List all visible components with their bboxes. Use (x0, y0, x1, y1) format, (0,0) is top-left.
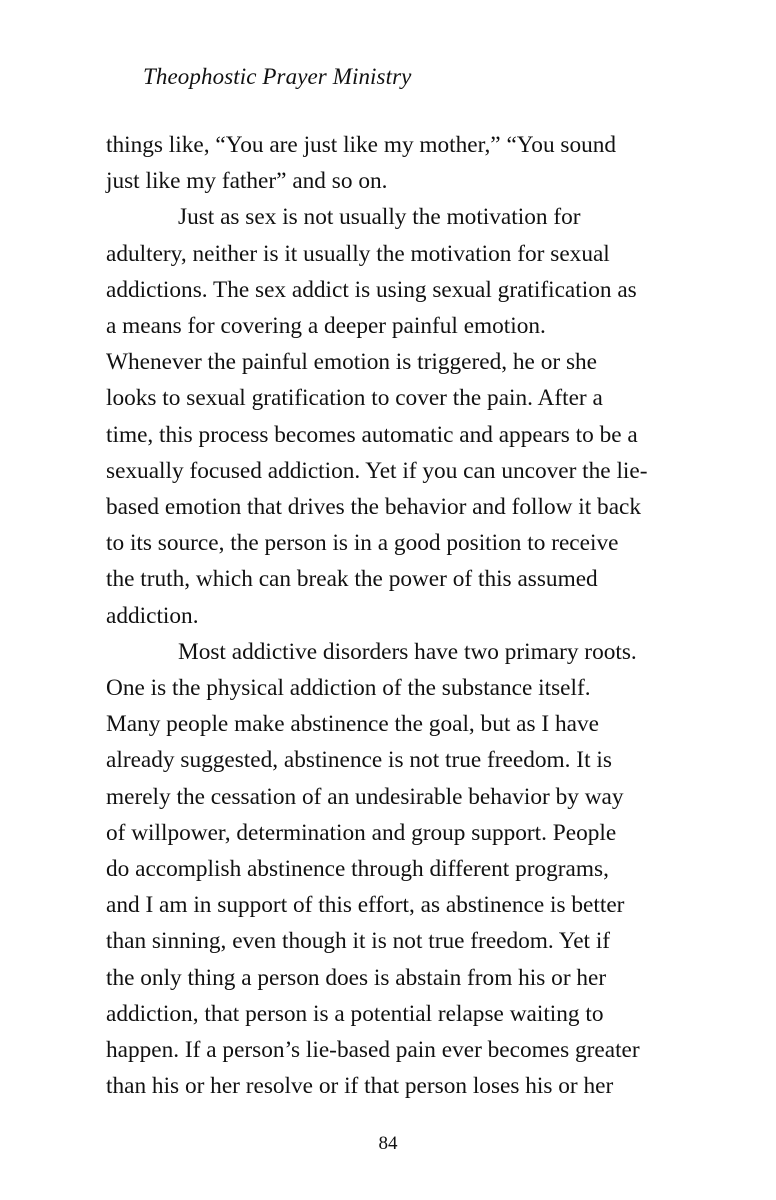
text-line: addiction. (106, 602, 199, 629)
text-line: sexually focused addiction. Yet if you can uncover the lie- (106, 457, 648, 484)
text-line: One is the physical addiction of the substance itself. (106, 675, 591, 702)
text-line: things like, “You are just like my mother,” “You sound (106, 132, 617, 158)
text-line: looks to sexual gratification to cover the pain. After a (106, 385, 603, 412)
text-line: a means for covering a deeper painful emotion. (106, 313, 546, 340)
text-line: Many people make abstinence the goal, but as I have (106, 711, 599, 738)
text-line: addiction, that person is a potential relapse waiting to (106, 1000, 604, 1027)
text-line: happen. If a person’s lie-based pain ever becomes greater (106, 1037, 640, 1064)
text-line: do accomplish abstinence through different programs, (106, 856, 609, 883)
text-line: Whenever the painful emotion is triggered, he or she (106, 349, 598, 376)
text-line: just like my father” and so on. (106, 168, 388, 195)
page-number: 84 (378, 1133, 398, 1154)
text-line: than sinning, even though it is not true freedom. Yet if (106, 928, 611, 955)
paragraph-start-line: Just as sex is not usually the motivation for (178, 204, 581, 231)
text-line: based emotion that drives the behavior and follow it back (106, 494, 642, 521)
text-line: and I am in support of this effort, as abstinence is better (106, 892, 625, 919)
text-line: than his or her resolve or if that person loses his or her (106, 1073, 614, 1100)
text-line: adultery, neither is it usually the motivation for sexual (106, 240, 610, 267)
paragraph-start-line: Most addictive disorders have two primary roots. (178, 638, 637, 665)
body-text (106, 127, 676, 1104)
running-header-title: Theophostic Prayer Ministry (143, 64, 412, 89)
text-line: already suggested, abstinence is not true freedom. It is (106, 747, 612, 774)
text-line: the only thing a person does is abstain from his or her (106, 964, 607, 991)
text-line: to its source, the person is in a good position to receive (106, 530, 619, 557)
text-line: addictions. The sex addict is using sexual gratification as (106, 276, 637, 303)
text-line: the truth, which can break the power of this assumed (106, 566, 598, 593)
text-line: of willpower, determination and group support. People (106, 819, 617, 846)
text-line: time, this process becomes automatic and appears to be a (106, 421, 638, 448)
text-line: merely the cessation of an undesirable behavior by way (106, 783, 624, 810)
